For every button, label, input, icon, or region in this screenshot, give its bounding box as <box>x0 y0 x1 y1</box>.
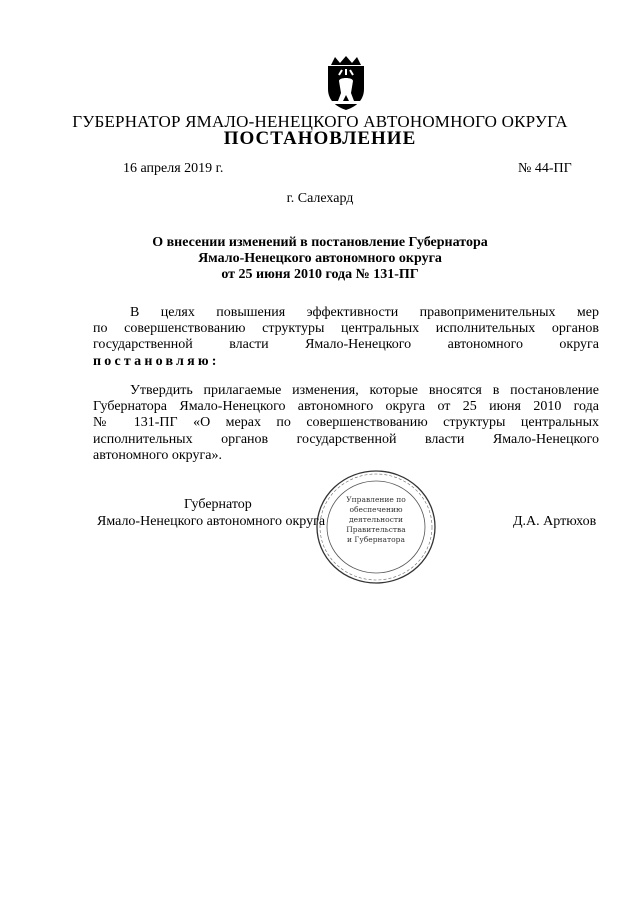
decree-word: постановляю: <box>93 353 220 369</box>
paragraph-line: исполнительных органов государственной власти Ямало-Ненецкого <box>93 431 599 447</box>
signatory-title: Ямало-Ненецкого автономного округа <box>97 514 326 529</box>
svg-text:и Губернатора: и Губернатора <box>347 535 405 544</box>
paragraph-line: № 131-ПГ «О мерах по совершенствованию структуры центральных <box>93 415 599 431</box>
document-type: ПОСТАНОВЛЕНИЕ <box>223 128 417 149</box>
authority-title: ГУБЕРНАТОР ЯМАЛО-НЕНЕЦКОГО АВТОНОМНОГО ОКРУГА <box>72 112 568 131</box>
paragraph-line: автономного округа». <box>93 447 222 463</box>
body-paragraph-1 <box>93 305 599 370</box>
document-number: № 44-ПГ <box>518 161 572 176</box>
svg-text:деятельности: деятельности <box>348 515 404 524</box>
official-stamp-icon <box>314 468 438 586</box>
svg-text:обеспечению: обеспечению <box>349 505 403 514</box>
paragraph-line: Губернатора Ямало-Ненецкого автономного округа от 25 июня 2010 года <box>93 399 599 415</box>
yanao-coat-of-arms-icon <box>323 55 369 111</box>
paragraph-line: Утвердить прилагаемые изменения, которые вносятся в постановление <box>130 383 599 398</box>
signatory-name: Д.А. Артюхов <box>513 514 597 529</box>
subject-line: Ямало-Ненецкого автономного округа <box>198 251 442 266</box>
document-subject <box>0 235 640 283</box>
svg-text:Управление по: Управление по <box>346 495 406 504</box>
svg-text:Правительства: Правительства <box>346 525 406 534</box>
document-city: г. Салехард <box>286 191 354 206</box>
paragraph-line: В целях повышения эффективности правоприменительных мер <box>130 305 599 320</box>
subject-line: О внесении изменений в постановление Губернатора <box>152 235 488 250</box>
body-paragraph-2 <box>93 383 599 464</box>
paragraph-line: по совершенствованию структуры центральных исполнительных органов <box>93 321 599 337</box>
paragraph-line: государственной власти Ямало-Ненецкого автономного округа <box>93 337 599 353</box>
signatory-title: Губернатор <box>184 497 252 512</box>
document-date: 16 апреля 2019 г. <box>123 161 224 176</box>
subject-line: от 25 июня 2010 года № 131-ПГ <box>221 267 419 282</box>
